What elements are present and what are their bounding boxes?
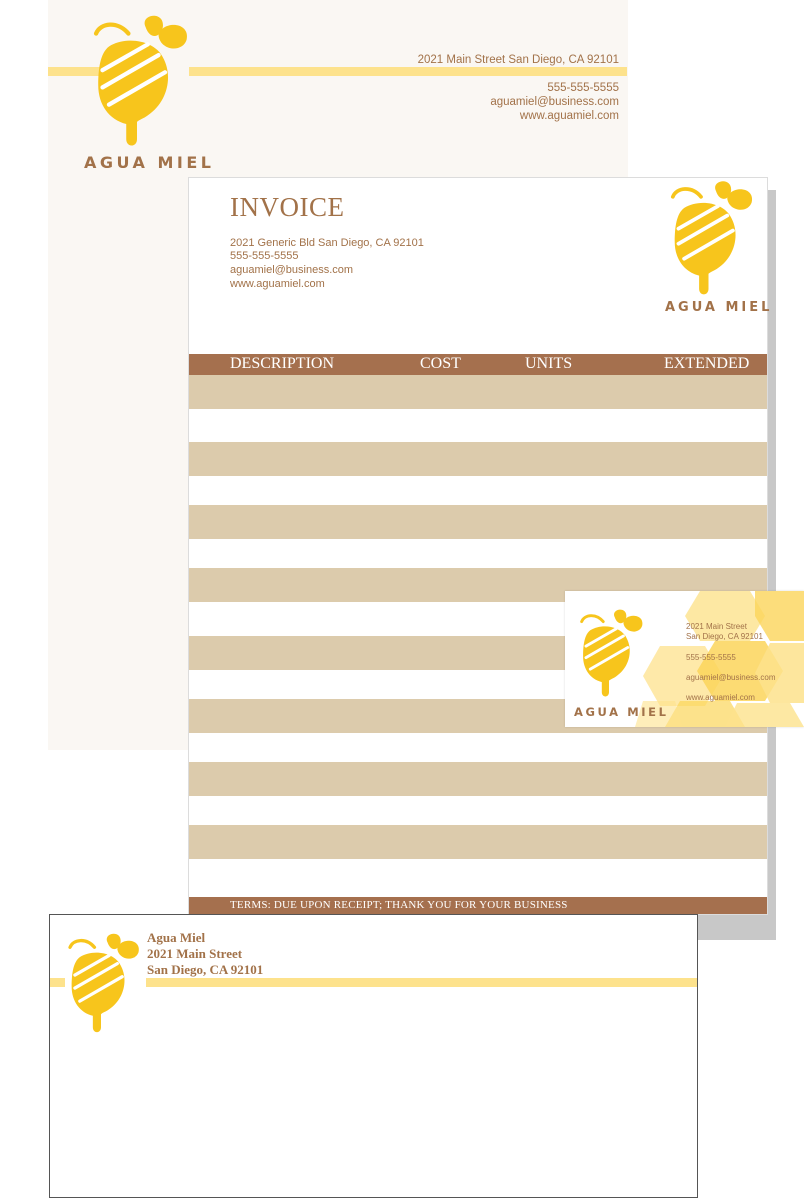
bee-logo-icon bbox=[573, 601, 645, 707]
invoice-title: INVOICE bbox=[230, 192, 345, 222]
column-header-units: UNITS bbox=[525, 355, 573, 372]
letterhead-brand: AGUA MIEL bbox=[84, 153, 215, 172]
card-city: San Diego, CA 92101 bbox=[686, 632, 763, 641]
invoice-terms: TERMS: DUE UPON RECEIPT; THANK YOU FOR YOUR BUSINESS bbox=[230, 899, 568, 911]
bee-logo-icon bbox=[661, 178, 756, 300]
bee-logo-icon bbox=[82, 12, 192, 152]
letterhead-email: aguamiel@business.com bbox=[490, 96, 619, 108]
card-website: www.aguamiel.com bbox=[686, 693, 755, 702]
column-header-description: DESCRIPTION bbox=[230, 355, 335, 372]
invoice-brand: AGUA MIEL bbox=[665, 300, 773, 315]
card-brand: AGUA MIEL bbox=[574, 705, 669, 719]
letterhead-address: 2021 Main Street San Diego, CA 92101 bbox=[417, 54, 619, 66]
invoice-email: aguamiel@business.com bbox=[230, 264, 354, 276]
envelope bbox=[49, 914, 698, 1198]
letterhead-stripe-right bbox=[189, 67, 627, 76]
card-street: 2021 Main Street bbox=[686, 622, 747, 631]
bee-logo-icon bbox=[60, 931, 142, 1037]
envelope-name: Agua Miel bbox=[147, 930, 206, 945]
envelope-stripe-right bbox=[146, 978, 697, 987]
card-email: aguamiel@business.com bbox=[686, 673, 776, 682]
invoice-address: 2021 Generic Bld San Diego, CA 92101 bbox=[230, 237, 424, 249]
letterhead-phone: 555-555-5555 bbox=[547, 82, 619, 94]
envelope-street: 2021 Main Street bbox=[147, 946, 243, 961]
business-card bbox=[565, 591, 804, 727]
column-header-cost: COST bbox=[420, 355, 461, 372]
card-phone: 555-555-5555 bbox=[686, 653, 736, 662]
invoice-table-header bbox=[189, 354, 767, 375]
invoice-website: www.aguamiel.com bbox=[230, 278, 325, 290]
invoice-sheet bbox=[188, 177, 773, 915]
invoice-footer bbox=[189, 897, 767, 914]
invoice-phone: 555-555-5555 bbox=[230, 250, 299, 262]
letterhead-website: www.aguamiel.com bbox=[519, 110, 619, 122]
table-row bbox=[189, 505, 767, 539]
table-row bbox=[189, 825, 767, 859]
column-header-extended: EXTENDED bbox=[664, 355, 750, 372]
table-row bbox=[189, 442, 767, 476]
table-row bbox=[189, 762, 767, 796]
table-row bbox=[189, 375, 767, 409]
envelope-city: San Diego, CA 92101 bbox=[147, 962, 264, 977]
